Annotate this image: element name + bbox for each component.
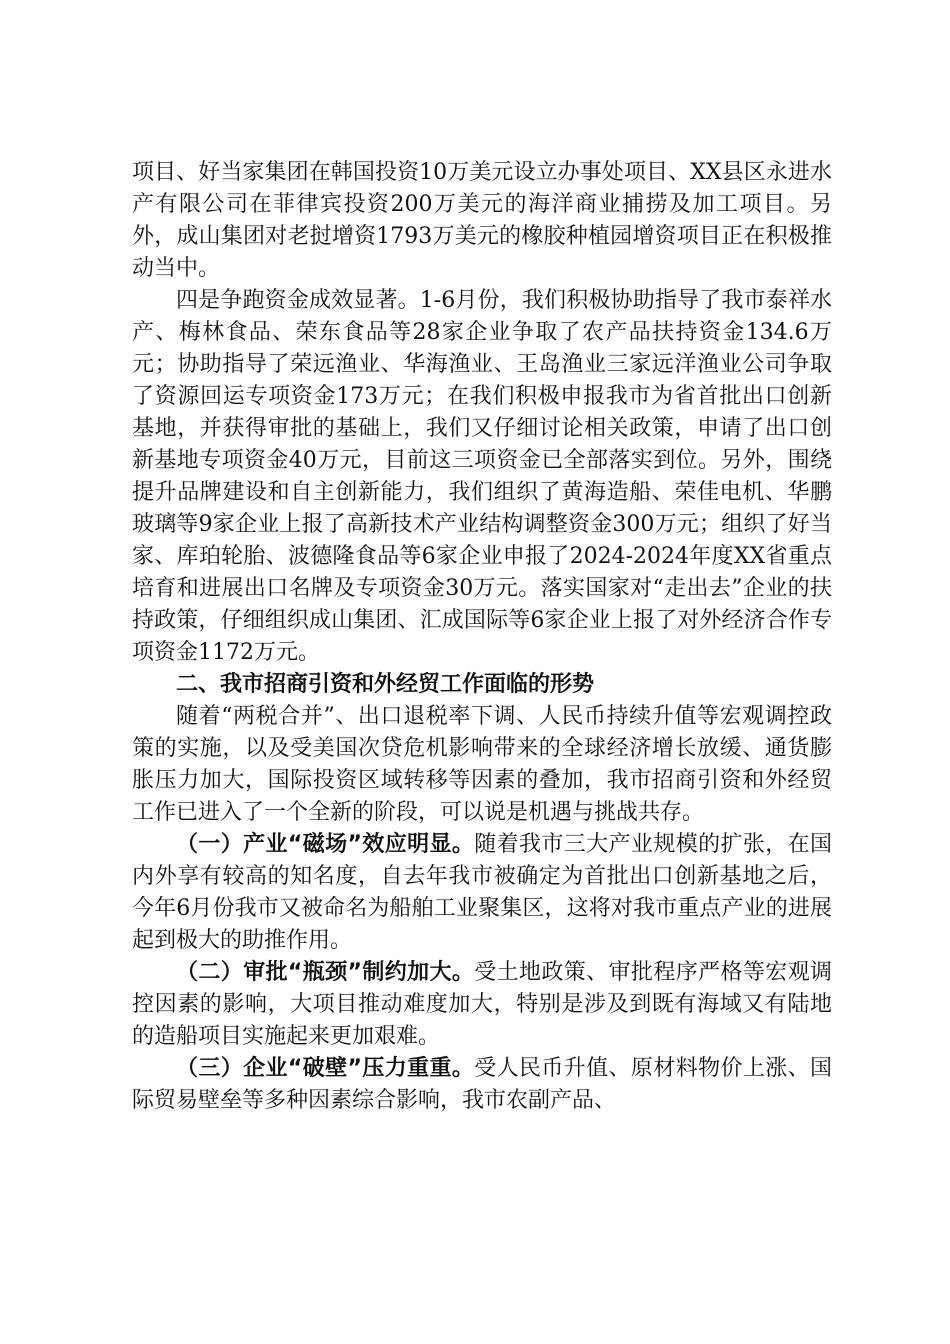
paragraph-approval-bottleneck-text: 受土地政策、审批程序严格等宏观调控因素的影响，大项目推动难度加大，特别是涉及到既有海域又有陆地的造船项目实施起来更加艰难。 [132,960,832,1049]
paragraph-situation-intro: 随着“两税合并”、出口退税率下调、人民币持续升值等宏观调控政策的实施，以及受美国次贷危机影响带来的全球经济增长放缓、通货膨胀压力加大，国际投资区域转移等因素的叠加，我市招商引资和外经贸工作已进入了一个全新的阶段，可以说是机遇与挑战共存。 [132,704,832,825]
subheading-approval-bottleneck: （二）审批“瓶颈”制约加大。 [176,960,475,985]
document-body [132,157,832,1117]
paragraph-industry-magnet [132,829,832,957]
paragraph-enterprise-pressure [132,1053,832,1117]
paragraph-overseas-projects: 项目、好当家集团在韩国投资10万美元设立办事处项目、XX县区永进水产有限公司在菲律宾投资200万美元的海洋商业捕捞及加工项目。另外，成山集团对老挝增资1793万美元的橡胶种植园增资项目正在积极推动当中。 [132,160,832,281]
paragraph-approval-bottleneck [132,957,832,1053]
paragraph-funding-results: 四是争跑资金成效显著。1-6月份，我们积极协助指导了我市泰祥水产、梅林食品、荣东食品等28家企业争取了农产品扶持资金134.6万元；协助指导了荣远渔业、华海渔业、王岛渔业三家远洋渔业公司争取了资源回运专项资金173万元；在我们积极申报我市为省首批出口创新基地，并获得审批的基础上，我们又仔细讨论相关政策，申请了出口创新基地专项资金40万元，目前这三项资金已全部落实到位。另外，围绕提升品牌建设和自主创新能力，我们组织了黄海造船、荣佳电机、华鹏玻璃等9家企业上报了高新技术产业结构调整资金300万元；组织了好当家、库珀轮胎、波德隆食品等6家企业申报了2024-2024年度XX省重点培育和进展出口名牌及专项资金30万元。落实国家对“走出去”企业的扶持政策，仔细组织成山集团、汇成国际等6家企业上报了对外经济合作专项资金1172万元。 [132,288,832,665]
paragraph-enterprise-pressure-text: 受人民币升值、原材料物价上涨、国际贸易壁垒等多种因素综合影响，我市农副产品、 [132,1056,832,1113]
paragraph-industry-magnet-text: 随着我市三大产业规模的扩张，在国内外享有较高的知名度，自去年我市被确定为首批出口创新基地之后，今年6月份我市又被命名为船舶工业聚集区，这将对我市重点产业的进展起到极大的助推作用。 [132,832,832,953]
section-heading-situation: 二、我市招商引资和外经贸工作面临的形势 [176,672,595,697]
subheading-enterprise-pressure: （三）企业“破壁”压力重重。 [176,1056,475,1081]
subheading-industry-magnet: （一）产业“磁场”效应明显。 [176,832,475,857]
